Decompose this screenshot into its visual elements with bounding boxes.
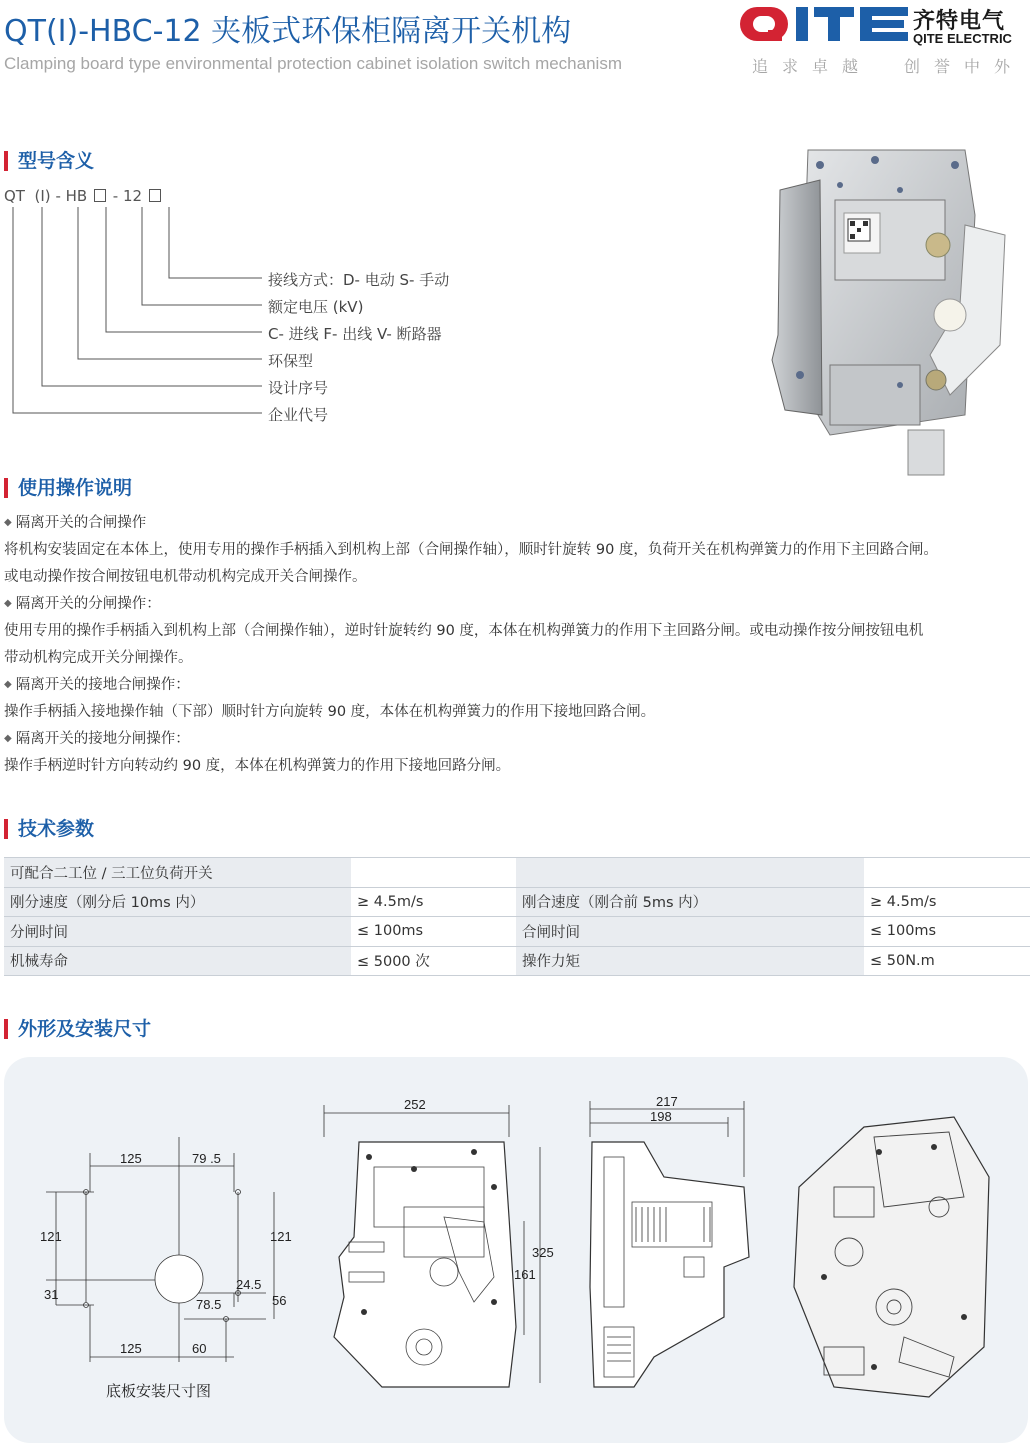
table-cell: ≤ 100ms [864,917,1030,947]
table-row [4,887,1030,917]
op-bullet-text: 隔离开关的接地分闸操作： [15,731,190,747]
dim-label: 24.5 [236,1277,262,1292]
spec-table [4,857,1030,976]
isometric-view-drawing [794,1117,989,1397]
side-view-drawing [590,1094,749,1387]
brand-logo [738,4,1028,48]
code-part-hb: HB [65,187,88,205]
model-label-design: 设计序号 [268,379,329,397]
section-heading-dimensions: 外形及安装尺寸 [4,1019,151,1039]
op-paragraph: 操作手柄逆时针方向转动约 90 度，本体在机构弹簧力的作用下接地回路分闸。 [4,758,511,774]
dim-label: 325 [532,1245,554,1260]
table-cell: 分闸时间 [4,917,351,947]
model-label-company: 企业代号 [268,406,329,424]
dim-label: 121 [40,1229,62,1244]
dim-label: 56 [272,1293,287,1308]
table-cell: 合闸时间 [516,917,864,947]
slogan-left: 追求卓越 [752,57,873,76]
section-heading-operation: 使用操作说明 [4,478,132,498]
model-label-wiring: 接线方式：D- 电动 S- 手动 [268,271,450,289]
model-label-voltage: 额定电压 (kV) [268,298,364,316]
table-cell: ≥ 4.5m/s [351,887,516,917]
model-code [4,187,163,205]
op-paragraph: 使用专用的操作手柄插入到机构上部（合闸操作轴），逆时针旋转约 90 度，本体在机构弹簧力的作用下主回路分闸。或电动操作按分闸按钮电机 [4,623,924,639]
model-tree-lines [0,205,270,420]
dim-label: 198 [650,1109,672,1124]
op-bullet-open [4,594,161,614]
table-cell: ≥ 4.5m/s [864,887,1030,917]
table-cell: ≤ 5000 次 [351,946,516,976]
page-header [0,0,1032,100]
section-heading-model: 型号含义 [4,151,94,171]
op-paragraph: 带动机构完成开关分闸操作。 [4,650,193,666]
code-part-qt: QT [4,187,25,205]
diamond-bullet-icon: ◆ [4,517,12,528]
code-dash: - [55,187,61,205]
dim-label: 161 [514,1267,536,1282]
dim-label: 252 [404,1097,426,1112]
diamond-bullet-icon: ◆ [4,679,12,690]
dim-label: 121 [270,1229,292,1244]
table-row [4,946,1030,976]
dim-label: 217 [656,1094,678,1109]
op-bullet-text: 隔离开关的分闸操作： [15,596,161,612]
op-bullet-text: 隔离开关的合闸操作 [15,515,147,531]
dim-label: 125 [120,1341,142,1356]
table-cell: ≤ 100ms [351,917,516,947]
op-paragraph: 操作手柄插入接地操作轴（下部）顺时针方向旋转 90 度，本体在机构弹簧力的作用下接地回路合闸。 [4,704,656,720]
dim-label: 78.5 [196,1297,222,1312]
op-bullet-earth-open [4,729,190,749]
code-box-operation [149,189,161,202]
qite-logo-icon [738,4,910,46]
code-part-voltage: 12 [123,187,143,205]
slogan-right: 创誉中外 [904,57,1025,76]
code-part-series: (I) [34,187,51,205]
op-bullet-text: 隔离开关的接地合闸操作： [15,677,190,693]
model-label-eco: 环保型 [268,352,314,370]
table-cell: 刚分速度（刚分后 10ms 内） [4,887,351,917]
base-plate-caption: 底板安装尺寸图 [106,1382,212,1400]
dim-label: 79 .5 [192,1151,221,1166]
table-cell: 机械寿命 [4,946,351,976]
brand-name-en: QITE ELECTRIC [913,31,1012,46]
diamond-bullet-icon: ◆ [4,733,12,744]
model-label-position: C- 进线 F- 出线 V- 断路器 [268,325,442,343]
op-paragraph: 将机构安装固定在本体上，使用专用的操作手柄插入到机构上部（合闸操作轴），顺时针旋转 90 度，负荷开关在机构弹簧力的作用下主回路合闸。 [4,542,938,558]
op-bullet-earth-close [4,675,190,695]
code-box-wiring [94,189,106,202]
dim-label: 31 [44,1287,59,1302]
table-row [4,917,1030,947]
page-subtitle: Clamping board type environmental protection cabinet isolation switch mechanism [4,54,622,73]
table-cell: 操作力矩 [516,946,864,976]
op-bullet-close [4,513,146,533]
dim-label: 60 [192,1341,207,1356]
diamond-bullet-icon: ◆ [4,598,12,609]
table-cell [864,858,1030,888]
page-title: QT(I)-HBC-12 夹板式环保柜隔离开关机构 [4,14,572,49]
brand-logo-mark [738,4,910,53]
code-dash: - [112,187,119,205]
product-photo [760,145,1022,480]
dim-label: 125 [120,1151,142,1166]
brand-name-cn: 齐特电气 [913,9,1006,34]
table-cell [516,858,864,888]
section-heading-tech: 技术参数 [4,819,94,839]
op-paragraph: 或电动操作按合闸按钮电机带动机构完成开关合闸操作。 [4,569,367,585]
front-view-drawing [324,1097,554,1387]
table-cell: 刚合速度（刚合前 5ms 内） [516,887,864,917]
table-row [4,858,1030,888]
table-cell: 可配合二工位 / 三工位负荷开关 [4,858,351,888]
table-cell: ≤ 50N.m [864,946,1030,976]
base-plate-drawing [46,1137,274,1362]
table-cell [351,858,516,888]
